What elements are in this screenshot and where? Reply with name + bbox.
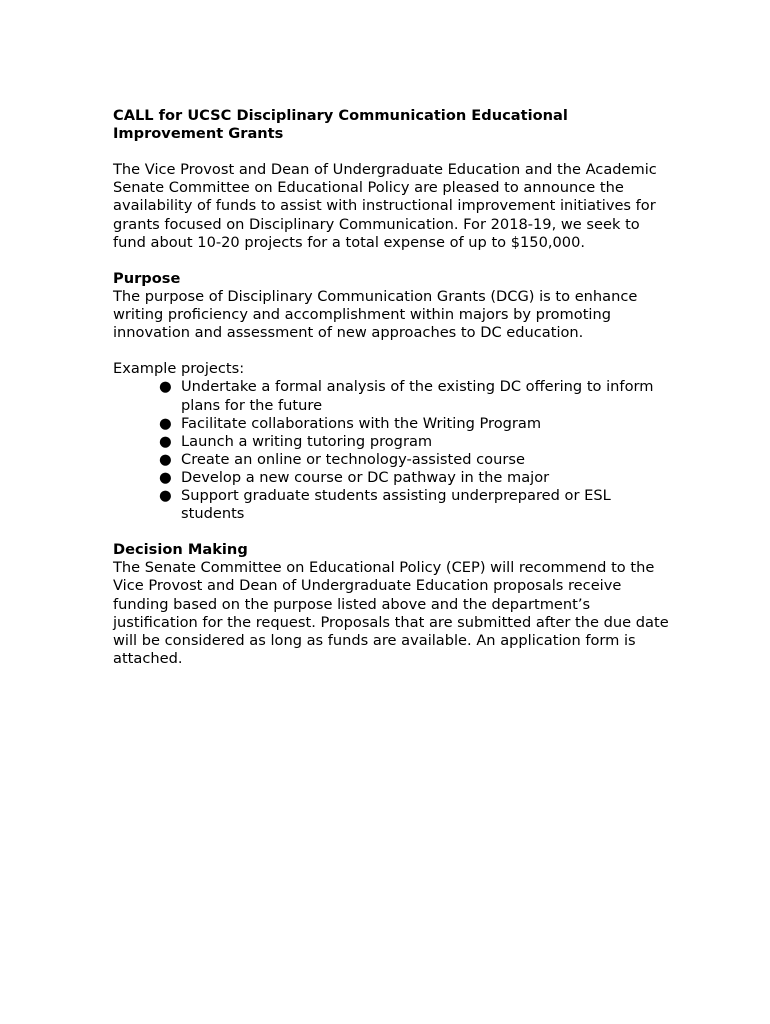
document-title: CALL for UCSC Disciplinary Communication Educational Improvement Grants — [113, 107, 568, 143]
decision-making-heading: Decision Making — [113, 541, 248, 559]
list-item-text: Create an online or technology-assisted course — [181, 450, 525, 468]
list-item-text: Facilitate collaborations with the Writing Program — [181, 414, 542, 432]
example-projects-list — [113, 378, 673, 523]
list-item — [159, 469, 673, 487]
example-projects-label: Example projects: — [113, 360, 245, 378]
bullet-icon: ● — [159, 468, 172, 486]
list-item — [159, 451, 673, 469]
bullet-icon: ● — [159, 450, 172, 468]
list-item — [159, 487, 673, 523]
bullet-icon: ● — [159, 432, 172, 450]
purpose-paragraph: The purpose of Disciplinary Communication Grants (DCG) is to enhance writing proficiency and accomplishment within majors by promoting innovation and assessment of new approaches to DC education. — [113, 287, 638, 342]
bullet-icon: ● — [159, 486, 172, 504]
bullet-icon: ● — [159, 378, 172, 396]
list-item-text: Support graduate students assisting underprepared or ESL students — [181, 486, 611, 523]
list-item — [159, 415, 673, 433]
document-content — [113, 107, 673, 668]
spacer — [113, 342, 673, 360]
bullet-icon: ● — [159, 414, 172, 432]
list-item — [159, 433, 673, 451]
spacer — [113, 523, 673, 541]
list-item-text: Undertake a formal analysis of the existing DC offering to inform plans for the future — [181, 378, 654, 414]
spacer — [113, 143, 673, 161]
list-item — [159, 378, 673, 414]
list-item-text: Develop a new course or DC pathway in the major — [181, 468, 550, 486]
intro-paragraph: The Vice Provost and Dean of Undergraduate Education and the Academic Senate Committee on Educational Policy are pleased to announce the availability of funds to assist with instructional improvement initiatives for grants focused on Disciplinary Communication. For 2018-19, we seek to fund about 10-20 projects for a total expense of up to $150,000. — [113, 161, 657, 251]
purpose-heading: Purpose — [113, 269, 181, 287]
list-item-text: Launch a writing tutoring program — [181, 432, 433, 450]
decision-making-paragraph: The Senate Committee on Educational Policy (CEP) will recommend to the Vice Provost and Dean of Undergraduate Education proposals receive funding based on the purpose listed above and the department’s justification for the request. Proposals that are submitted after the due date will be considered as long as funds are available. An application form is attached. — [113, 559, 669, 667]
spacer — [113, 252, 673, 270]
